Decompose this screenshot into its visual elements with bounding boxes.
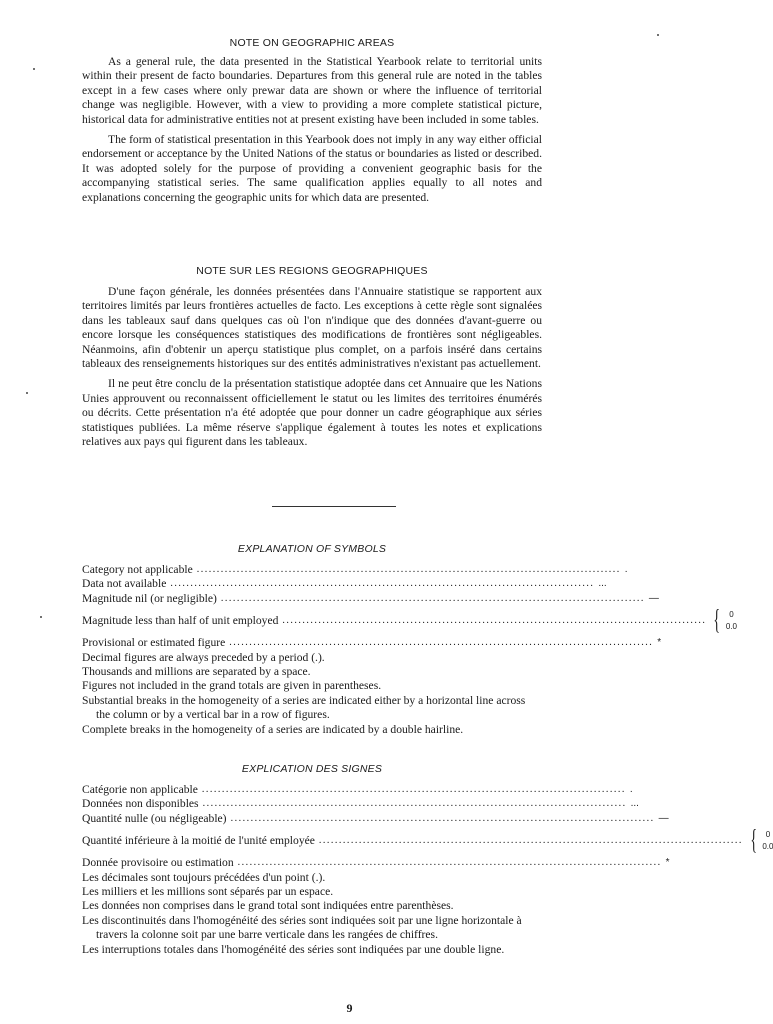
symbol-row: Quantité nulle (ou négligeable) .......................................................................................................... — (82, 811, 669, 825)
symbol-row: Magnitude less than half of unit employed .......................................................................................................... { 0 0.0 (82, 605, 737, 637)
page-number: 9 (346, 1001, 353, 1015)
heading-regions-geographiques: NOTE SUR LES REGIONS GEOGRAPHIQUES (196, 265, 428, 277)
brace-icon: { (750, 825, 757, 857)
symbol-row: Provisional or estimated figure .......................................................................................................... * (82, 636, 662, 650)
symbol-list (82, 782, 773, 871)
heading-explication-des-signes: EXPLICATION DES SIGNES (241, 763, 383, 775)
scan-speck (26, 392, 28, 394)
symbol-row: Quantité inférieure à la moitié de l'unité employée .......................................................................................................... { 0 0.0 (82, 825, 773, 857)
scan-speck (657, 34, 659, 36)
paragraph: As a general rule, the data presented in the Statistical Yearbook relate to territorial units within their present de facto boundaries. Departures from this general rule are noted in the tables except in a few cases where only prewar data are shown or where the influence of territorial change was negligible. However, with a view to providing a more complete statistical picture, historical data for administrative entities not at present existing have been included in some tables. (82, 55, 542, 126)
note: Les milliers et les millions sont séparés par un espace. (82, 884, 334, 898)
paragraph: The form of statistical presentation in this Yearbook does not imply in any way either official endorsement or acceptance by the United Nations of the status or boundaries as listed or described. It was adopted solely for the purpose of providing a convenient geographic basis for the accompanying statistical series. The same qualification applies equally to all notes and explanations concerning the geographic units for which data are presented. (82, 133, 542, 204)
note: Substantial breaks in the homogeneity of a series are indicated either by a horizontal line across the column or by a vertical bar in a row of figures. (82, 693, 526, 722)
note: Les décimales sont toujours précédées d'un point (.). (82, 870, 326, 884)
symbol-row: Magnitude nil (or negligible) .......................................................................................................... — (82, 591, 659, 605)
section-geographic-areas (82, 37, 542, 205)
section-divider (272, 506, 396, 507)
note: Thousands and millions are separated by a space. (82, 664, 311, 678)
symbol-row: Données non disponibles .......................................................................................................... ... (82, 797, 639, 811)
symbol-notes (82, 651, 542, 737)
scan-speck (33, 68, 35, 70)
section-regions-geographiques (82, 265, 542, 449)
symbol-row: Donnée provisoire ou estimation .......................................................................................................... * (82, 856, 670, 870)
section-explication-des-signes (82, 763, 773, 957)
heading-geographic-areas: NOTE ON GEOGRAPHIC AREAS (229, 37, 395, 49)
symbol-row: Catégorie non applicable .......................................................................................................... . (82, 782, 633, 796)
paragraph: D'une façon générale, les données présentées dans l'Annuaire statistique se rapportent aux territoires limités par leurs frontières actuelles de facto. Les exceptions à cette règle sont signalées dans les tableaux sauf dans quelques cas où l'on n'indique que des données d'avant-guerre ou encore lorsque les conséquences statistiques des modifications de frontières sont négligeables. Néanmoins, afin d'obtenir un aperçu statistique plus complet, on a parfois inséré dans certains tableaux des renseignements historiques sur des entités administratives n'existant pas actuellement. (82, 285, 542, 371)
section-explanation-of-symbols (82, 543, 737, 737)
note: Decimal figures are always preceded by a period (.). (82, 650, 325, 664)
symbol-row: Data not available .......................................................................................................... ... (82, 577, 607, 591)
brace-icon: { (713, 605, 721, 637)
heading-explanation-of-symbols: EXPLANATION OF SYMBOLS (237, 543, 387, 555)
note: Complete breaks in the homogeneity of a series are indicated by a double hairline. (82, 722, 464, 736)
paragraph: Il ne peut être conclu de la présentation statistique adoptée dans cet Annuaire que les Nations Unies approuvent ou reconnaissent officiellement le statut ou les limites des territoires énumérés ou décrits. Cette présentation n'a été adoptée que pour donner un cadre géographique aux séries statistiques publiées. La même réserve s'applique également à toutes les notes et explications relatives aux pays qui figurent dans les tableaux. (82, 377, 542, 449)
scan-speck (40, 616, 42, 618)
note: Les discontinuités dans l'homogénéité des séries sont indiquées soit par une ligne horizontale à travers la colonne soit par une barre verticale dans les rangées de chiffres. (82, 913, 522, 942)
symbol-list (82, 562, 737, 651)
symbol-notes (82, 871, 542, 957)
symbol-row: Category not applicable .......................................................................................................... . (82, 562, 628, 576)
note: Figures not included in the grand totals are given in parentheses. (82, 679, 382, 693)
note: Les données non comprises dans le grand total sont indiquées entre parenthèses. (82, 899, 454, 913)
note: Les interruptions totales dans l'homogénéité des séries sont indiquées par une double ligne. (82, 942, 505, 956)
